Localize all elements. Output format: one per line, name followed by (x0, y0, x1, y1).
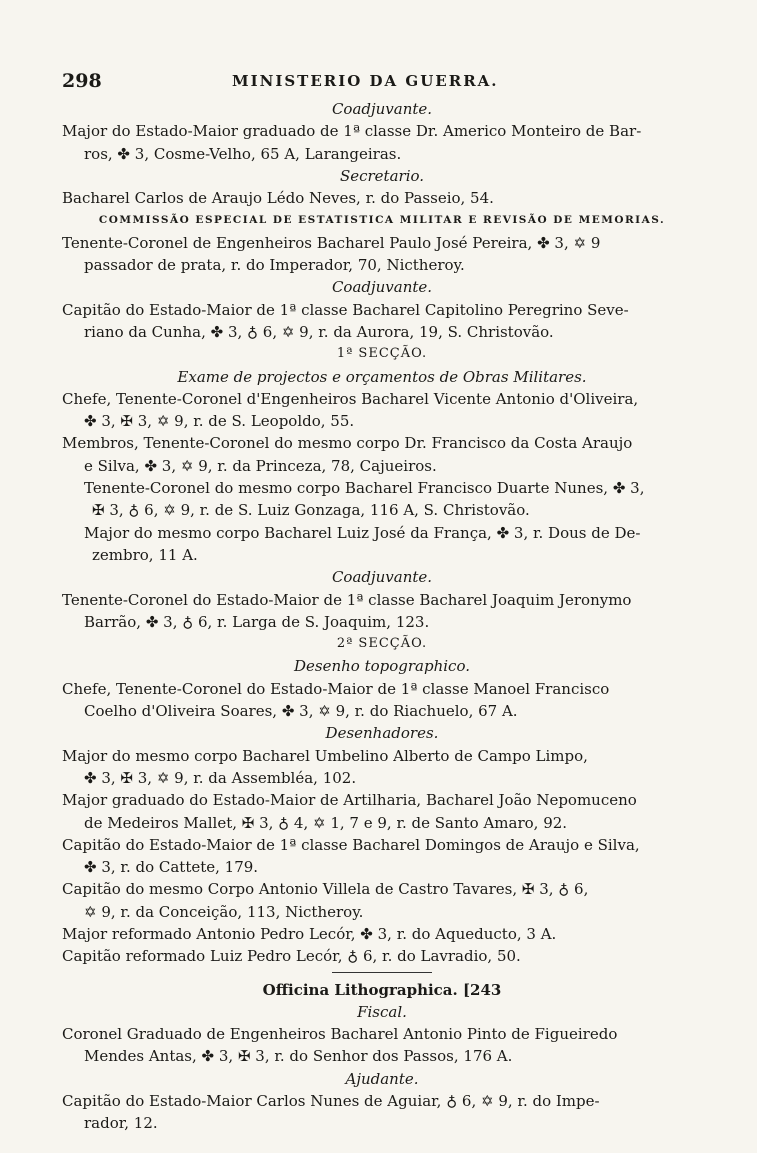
text-line: Major reformado Antonio Pedro Lecór, ✤ 3, r. do Aqueducto, 3 A. (62, 924, 557, 943)
text-line: Fiscal. (357, 1002, 407, 1021)
text-line: Mendes Antas, ✤ 3, ✠ 3, r. do Senhor dos Passos, 176 A. (84, 1047, 513, 1066)
text-line: passador de prata, r. do Imperador, 70, Nictheroy. (84, 256, 465, 275)
text-line: rador, 12. (84, 1114, 158, 1133)
text-line: Ajudante. (345, 1069, 419, 1088)
text-line: Major do mesmo corpo Bacharel Luiz José da França, ✤ 3, r. Dous de De- (84, 523, 641, 542)
text-line: ros, ✤ 3, Cosme-Velho, 65 A, Larangeiras. (84, 144, 402, 163)
text-line: Major do Estado-Maior graduado de 1ª classe Dr. Americo Monteiro de Bar- (62, 122, 642, 141)
text-line: Chefe, Tenente-Coronel d'Engenheiros Bacharel Vicente Antonio d'Oliveira, (62, 389, 639, 408)
text-line: Capitão do mesmo Corpo Antonio Villela de Castro Tavares, ✠ 3, ♁ 6, (62, 880, 589, 899)
text-line: Tenente-Coronel do Estado-Maior de 1ª classe Bacharel Joaquim Jeronymo (62, 590, 632, 609)
text-line: de Medeiros Mallet, ✠ 3, ♁ 4, ✡ 1, 7 e 9, r. de Santo Amaro, 92. (84, 813, 568, 832)
text-line: Tenente-Coronel do mesmo corpo Bacharel Francisco Duarte Nunes, ✤ 3, (84, 479, 645, 498)
text-line: Membros, Tenente-Coronel do mesmo corpo Dr. Francisco da Costa Araujo (62, 434, 633, 453)
text-line: Coadjuvante. (331, 278, 433, 297)
text-line: Desenho topographico. (293, 657, 470, 676)
text-line: Exame de projectos e orçamentos de Obras Militares. (177, 367, 587, 386)
text-line: 1ª SECÇÃO. (336, 346, 428, 362)
text-line: Chefe, Tenente-Coronel do Estado-Maior de 1ª classe Manoel Francisco (62, 679, 610, 698)
text-line: Tenente-Coronel de Engenheiros Bacharel Paulo José Pereira, ✤ 3, ✡ 9 (62, 233, 601, 252)
text-line: Secretario. (339, 166, 425, 185)
text-line: Coadjuvante. (331, 100, 433, 118)
page-header (62, 70, 695, 94)
text-line: Desenhadores. (325, 724, 439, 743)
text-line: ✤ 3, ✠ 3, ✡ 9, r. da Assembléa, 102. (84, 768, 357, 787)
text-line: Coelho d'Oliveira Soares, ✤ 3, ✡ 9, r. do Riachuelo, 67 A. (84, 702, 518, 721)
text-line: Major do mesmo corpo Bacharel Umbelino Alberto de Campo Limpo, (62, 746, 588, 765)
text-line: Bacharel Carlos de Araujo Lédo Neves, r. do Passeio, 54. (62, 189, 494, 208)
text-line: ✠ 3, ♁ 6, ✡ 9, r. de S. Luiz Gonzaga, 116 A, S. Christovão. (92, 501, 530, 520)
text-line: Capitão reformado Luiz Pedro Lecór, ♁ 6, r. do Lavradio, 50. (62, 947, 521, 966)
text-line: Officina Lithographica. [243 (262, 980, 502, 999)
text-line: ✤ 3, ✠ 3, ✡ 9, r. de S. Leopoldo, 55. (84, 412, 355, 431)
text-line: ✤ 3, r. do Cattete, 179. (84, 858, 259, 877)
section-divider (332, 972, 432, 973)
text-line: Capitão do Estado-Maior de 1ª classe Bacharel Capitolino Peregrino Seve- (62, 300, 629, 319)
text-line: Major graduado do Estado-Maior de Artilharia, Bacharel João Nepomuceno (62, 791, 637, 810)
text-line: Coadjuvante. (331, 568, 433, 587)
text-line: zembro, 11 A. (92, 545, 198, 564)
text-line: 2ª SECÇÃO. (336, 636, 428, 652)
text-line: Capitão do Estado-Maior Carlos Nunes de Aguiar, ♁ 6, ✡ 9, r. do Impe- (62, 1092, 600, 1111)
text-line: riano da Cunha, ✤ 3, ♁ 6, ✡ 9, r. da Aurora, 19, S. Christovão. (84, 322, 554, 341)
text-line: e Silva, ✤ 3, ✡ 9, r. da Princeza, 78, Cajueiros. (84, 456, 437, 475)
running-title: MINISTERIO DA GUERRA. (232, 72, 499, 90)
text-line: Barrão, ✤ 3, ♁ 6, r. Larga de S. Joaquim, 123. (84, 612, 430, 631)
page-number: 298 (62, 70, 102, 92)
text-line: Capitão do Estado-Maior de 1ª classe Bacharel Domingos de Araujo e Silva, (62, 835, 640, 854)
document-body (62, 98, 702, 1135)
text-line: COMMISSÃO ESPECIAL DE ESTATISTICA MILITAR E REVISÃO DE MEMORIAS. (98, 214, 666, 227)
text-line: ✡ 9, r. da Conceição, 113, Nictheroy. (84, 902, 364, 921)
text-line: Coronel Graduado de Engenheiros Bacharel Antonio Pinto de Figueiredo (62, 1025, 618, 1044)
